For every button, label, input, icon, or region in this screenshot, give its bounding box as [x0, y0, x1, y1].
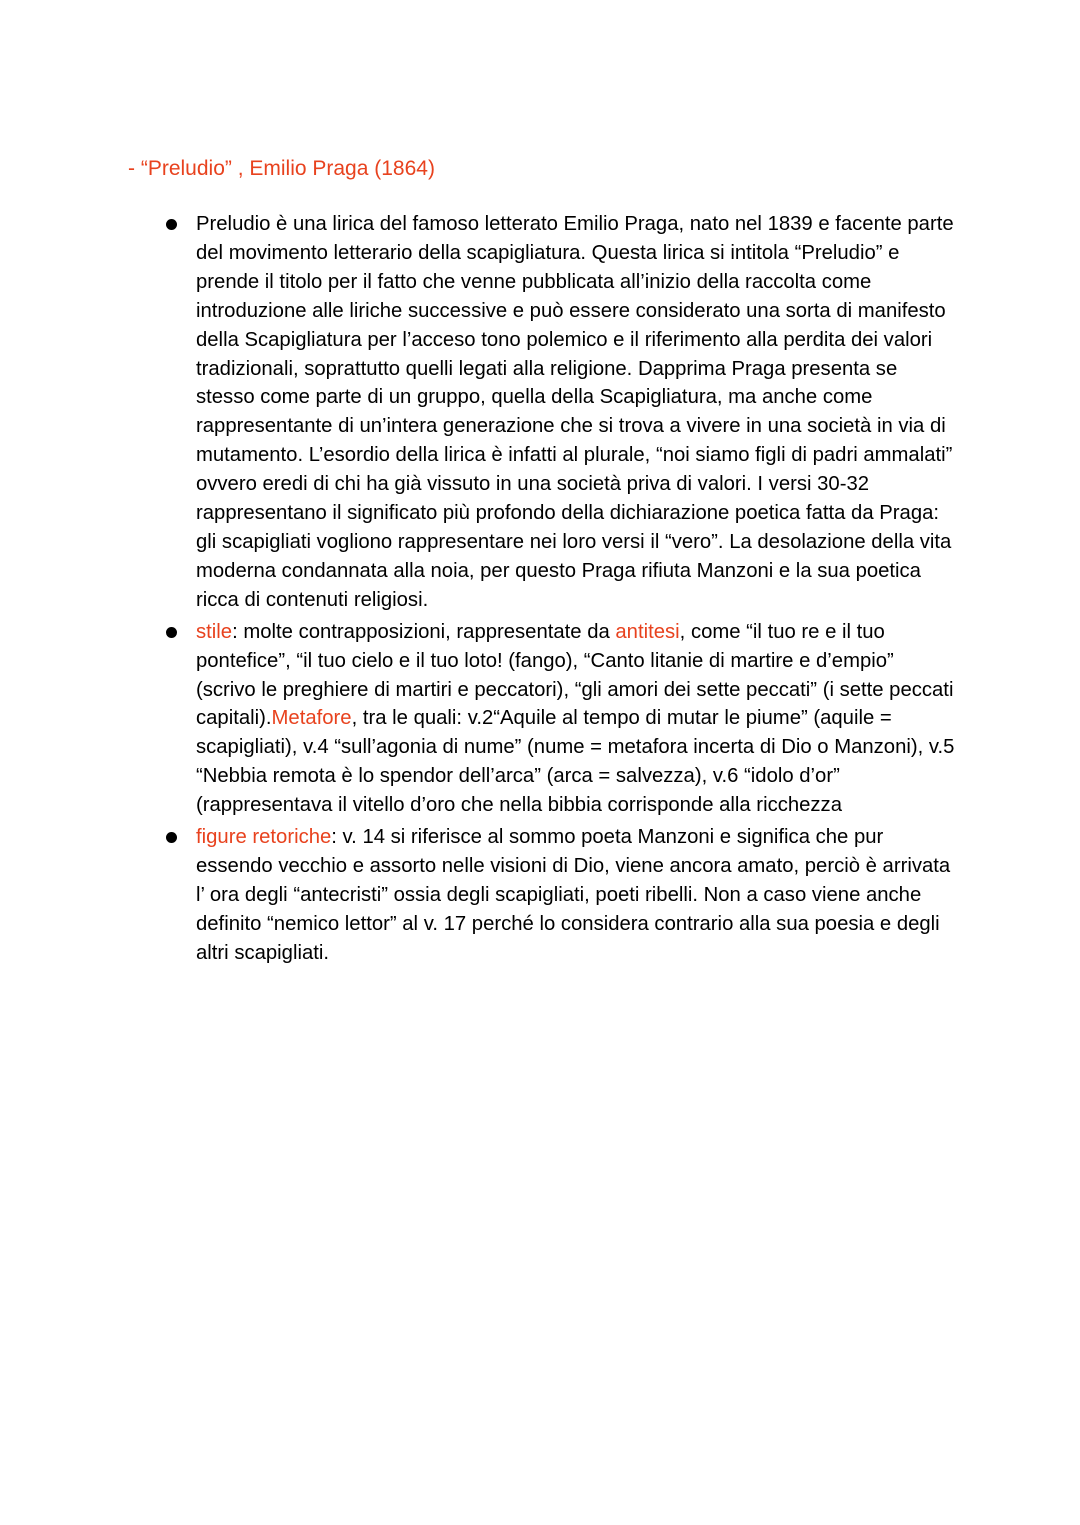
- bullet-list: [196, 210, 956, 971]
- stile-text-part3: , tra le quali: v.2“Aquile al tempo di mutar le piume” (aquile = scapigliati), v.4 “sull’agonia di nume” (nume = metafora incerta di Dio o Manzoni), v.5 “Nebbia remota è lo spendor dell’arca” (arca = salvezza), v.6 “idolo d’or” (rappresentava il vitello d’oro che nella bibbia corrisponde alla ricchezza: [196, 707, 955, 817]
- bullet-intro-text: Preludio è una lirica del famoso letterato Emilio Praga, nato nel 1839 e facente parte del movimento letterario della scapigliatura. Questa lirica si intitola “Preludio” e prende il titolo per il fatto che venne pubblicata all’inizio della raccolta come introduzione alle liriche successive e può essere considerato una sorta di manifesto della Scapigliatura per l’acceso tono polemico e il riferimento alla perdita dei valori tradizionali, soprattutto quelli legati alla religione. Dapprima Praga presenta se stesso come parte di un gruppo, quella della Scapigliatura, ma anche come rappresentante di un’intera generazione che si trova a vivere in una società in via di mutamento. L’esordio della lirica è infatti al plurale, “noi siamo figli di padri ammalati” ovvero eredi di chi ha già vissuto in una società priva di valori. I versi 30-32 rappresentano il significato più profondo della dichiarazione poetica fatta da Praga: gli scapigliati vogliono rappresentare nei loro versi il “vero”. La desolazione della vita moderna condannata alla noia, per questo Praga rifiuta Manzoni e la sua poetica ricca di contenuti religiosi.: [196, 213, 954, 611]
- figure-retoriche-label: figure retoriche: [196, 826, 332, 849]
- stile-text-part1: : molte contrapposizioni, rappresentate da: [232, 620, 616, 643]
- section-heading: [128, 155, 435, 183]
- antitesi-term: antitesi: [615, 620, 680, 643]
- stile-text-part2: , come “il tuo re e il tuo pontefice”, “il tuo cielo e il tuo loto! (fango), “Canto litanie di martire e d’empio” (scrivo le preghiere di martiri e peccatori), “gli amori dei sette peccati” (i sette peccati capitali).: [196, 620, 954, 730]
- heading-dash: -: [128, 157, 141, 180]
- metafore-term: Metafore: [271, 707, 352, 730]
- bullet-item-stile: [196, 618, 956, 820]
- figure-retoriche-text: : v. 14 si riferisce al sommo poeta Manzoni e significa che pur essendo vecchio e assorto nelle visioni di Dio, viene ancora amato, perciò è arrivata l’ ora degli “antecristi” ossia degli scapigliati, poeti ribelli. Non a caso viene anche definito “nemico lettor” al v. 17 perché lo considera contrario alla sua poesia e degli altri scapigliati.: [196, 826, 951, 964]
- bullet-dot-icon: [166, 627, 177, 638]
- bullet-item-intro: [196, 210, 956, 615]
- stile-label: stile: [196, 620, 233, 643]
- bullet-dot-icon: [166, 832, 177, 843]
- bullet-dot-icon: [166, 219, 177, 230]
- bullet-item-figure-retoriche: [196, 823, 956, 968]
- heading-title: “Preludio” , Emilio Praga (1864): [140, 157, 435, 180]
